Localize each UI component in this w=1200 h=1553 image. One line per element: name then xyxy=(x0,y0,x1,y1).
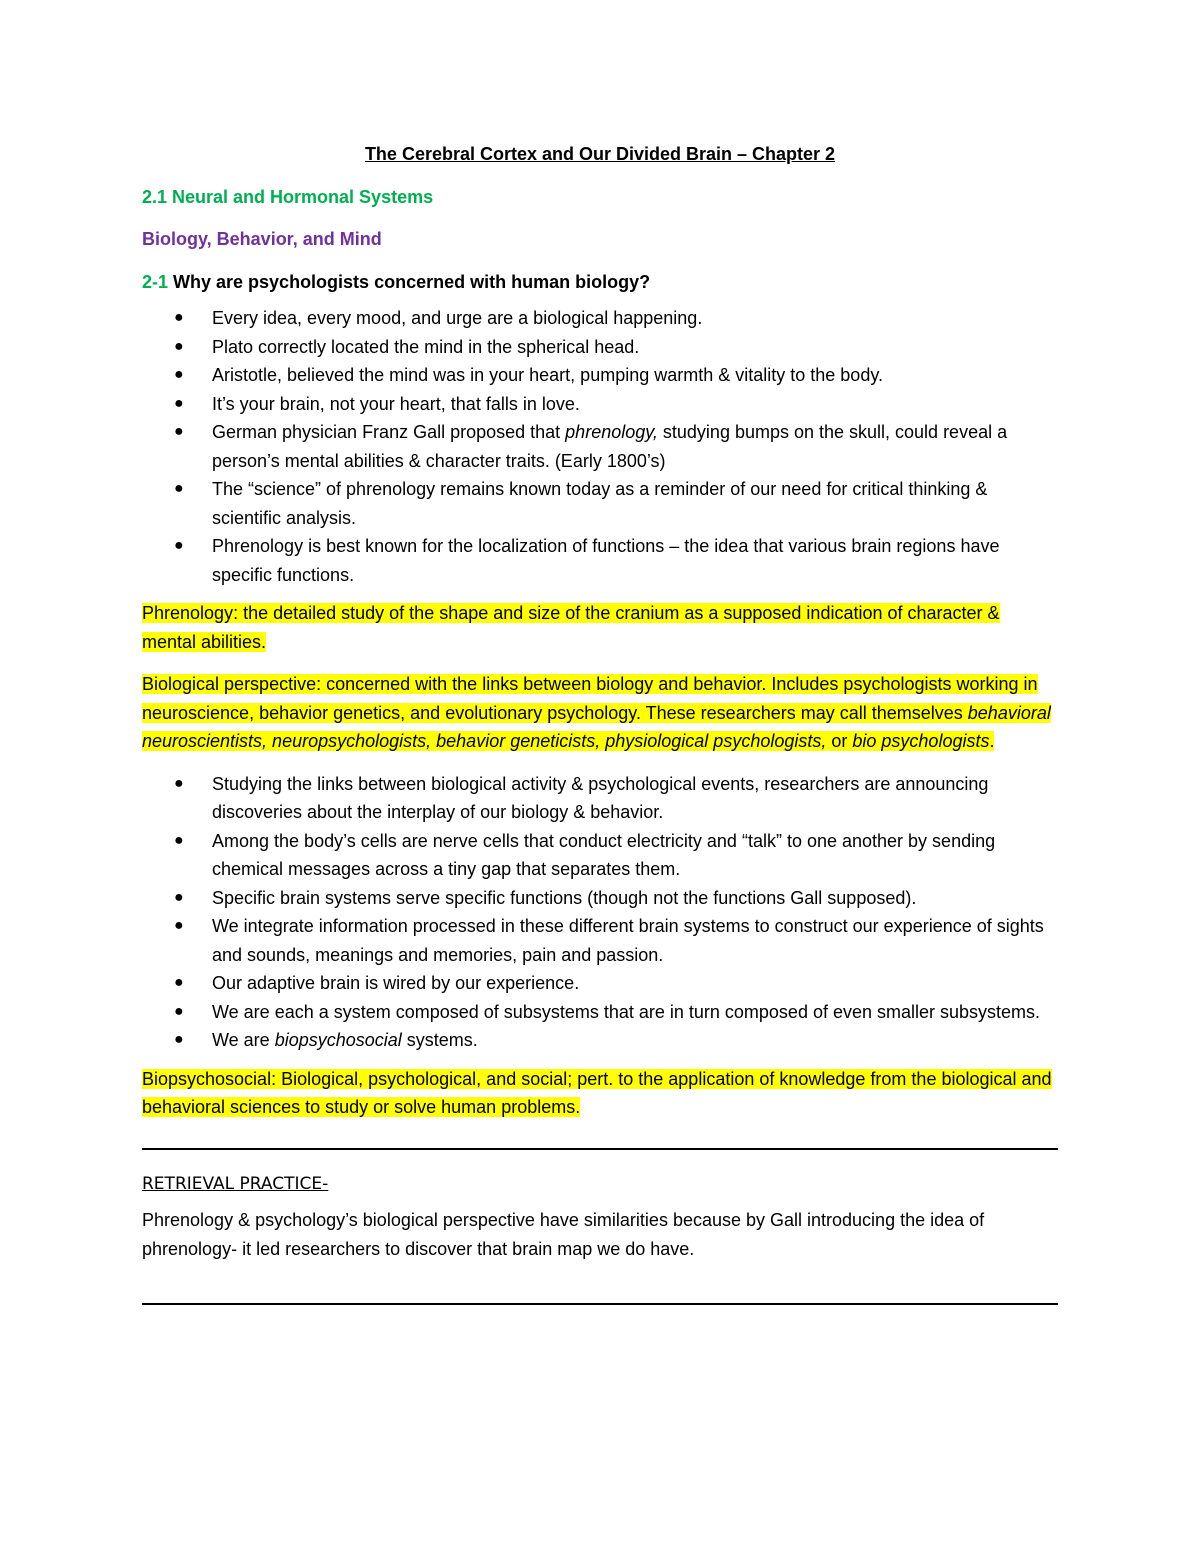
bullet-list-2 xyxy=(142,770,1058,1055)
bullet-icon: ● xyxy=(174,366,184,383)
bullet-icon: ● xyxy=(174,394,184,412)
definition-text: or xyxy=(826,731,853,751)
list-item-text: It’s your brain, not your heart, that falls in love. xyxy=(212,393,580,414)
list-item-text: Aristotle, believed the mind was in your heart, pumping warmth & vitality to the body. xyxy=(212,365,883,385)
bullet-icon: ● xyxy=(174,774,184,792)
list-item-text: studying bumps on the skull, could reveal a person’s mental abilities & character traits. (Early 1800’s) xyxy=(212,422,1008,471)
retrieval-practice-heading: RETRIEVAL PRACTICE- xyxy=(142,1173,329,1194)
list-item-text: German physician Franz Gall proposed that xyxy=(212,422,566,442)
list-item xyxy=(142,770,1058,827)
question-heading xyxy=(142,268,1058,297)
bullet-icon: ● xyxy=(174,309,184,326)
bullet-list-1 xyxy=(142,304,1058,589)
list-item xyxy=(142,912,1058,969)
list-item xyxy=(142,1026,1058,1055)
list-item-text: Specific brain systems serve specific functions (though not the functions Gall supposed). xyxy=(212,887,917,908)
list-item xyxy=(142,998,1058,1027)
bullet-icon: ● xyxy=(174,537,184,554)
list-item xyxy=(142,361,1058,390)
list-item xyxy=(142,333,1058,362)
list-item-text: We integrate information processed in these different brain systems to construct our experience of sights and sounds, meanings and memories, pain and passion. xyxy=(212,916,1044,965)
list-item xyxy=(142,827,1058,884)
emphasis-term: biopsychosocial xyxy=(274,1030,402,1050)
list-item-text: Studying the links between biological activity & psychological events, researchers are announcing discoveries about the interplay of our biology & behavior. xyxy=(212,773,989,822)
highlighted-text: Phrenology: the detailed study of the shape and size of the cranium as a supposed indication of character & mental abilities. xyxy=(142,603,1000,652)
emphasis-term: bio psychologists xyxy=(852,731,990,751)
list-item-text: systems. xyxy=(401,1030,478,1050)
list-item-text: Phrenology is best known for the localization of functions – the idea that various brain regions have specific functions. xyxy=(212,536,1000,585)
definition-biopsychosocial xyxy=(142,1065,1058,1122)
definition-biological-perspective xyxy=(142,670,1058,756)
bullet-icon: ● xyxy=(174,1002,184,1020)
retrieval-practice-text: Phrenology & psychology’s biological perspective have similarities because by Gall introducing the idea of phrenology- it led researchers to discover that brain map we do have. xyxy=(142,1210,985,1259)
question-text: Why are psychologists concerned with human biology? xyxy=(168,271,651,292)
definition-text: Biological perspective: concerned with the links between biology and behavior. Includes psychologists working in neuroscience, behavior genetics, and evolutionary psychology. These researchers may call themselves xyxy=(142,674,1038,723)
bullet-icon: ● xyxy=(174,917,184,934)
divider xyxy=(142,1148,1058,1150)
list-item-text: Among the body’s cells are nerve cells that conduct electricity and “talk” to one another by sending chemical messages across a tiny gap that separates them. xyxy=(212,830,996,879)
list-item-text: We are each a system composed of subsystems that are in turn composed of even smaller subsystems. xyxy=(212,1001,1041,1022)
bullet-icon: ● xyxy=(174,888,184,906)
list-item xyxy=(142,390,1058,419)
bullet-icon: ● xyxy=(174,831,184,849)
list-item-text: We are xyxy=(212,1030,275,1050)
bullet-icon: ● xyxy=(174,480,184,497)
definition-phrenology xyxy=(142,599,1058,656)
bullet-icon: ● xyxy=(174,974,184,991)
highlighted-text: Biopsychosocial: Biological, psychological, and social; pert. to the application of knowledge from the biological and behavioral sciences to study or solve human problems. xyxy=(142,1068,1052,1117)
list-item xyxy=(142,475,1058,532)
list-item xyxy=(142,304,1058,333)
page-title: The Cerebral Cortex and Our Divided Brain – Chapter 2 xyxy=(364,144,836,164)
definition-text: . xyxy=(989,731,995,751)
emphasis-term: phrenology, xyxy=(565,422,658,442)
highlighted-text xyxy=(142,674,1051,751)
question-number: 2-1 xyxy=(142,271,169,292)
bullet-icon: ● xyxy=(174,423,184,440)
section-heading: 2.1 Neural and Hormonal Systems xyxy=(142,186,434,207)
subsection-heading: Biology, Behavior, and Mind xyxy=(142,229,382,249)
list-item-text: Plato correctly located the mind in the spherical head. xyxy=(212,336,640,357)
list-item xyxy=(142,884,1058,913)
emphasis-term: behavioral neuroscientists, neuropsychologists, behavior geneticists, physiological psychologists, xyxy=(142,702,1051,751)
document-body xyxy=(142,140,1058,1305)
list-item xyxy=(142,969,1058,998)
list-item-text: Every idea, every mood, and urge are a biological happening. xyxy=(212,308,703,328)
bullet-icon: ● xyxy=(174,1031,184,1048)
list-item xyxy=(142,418,1058,475)
list-item-text: Our adaptive brain is wired by our experience. xyxy=(212,973,580,993)
divider xyxy=(142,1303,1058,1305)
list-item-text: The “science” of phrenology remains known today as a reminder of our need for critical thinking & scientific analysis. xyxy=(212,479,988,528)
list-item xyxy=(142,532,1058,589)
bullet-icon: ● xyxy=(174,337,184,355)
